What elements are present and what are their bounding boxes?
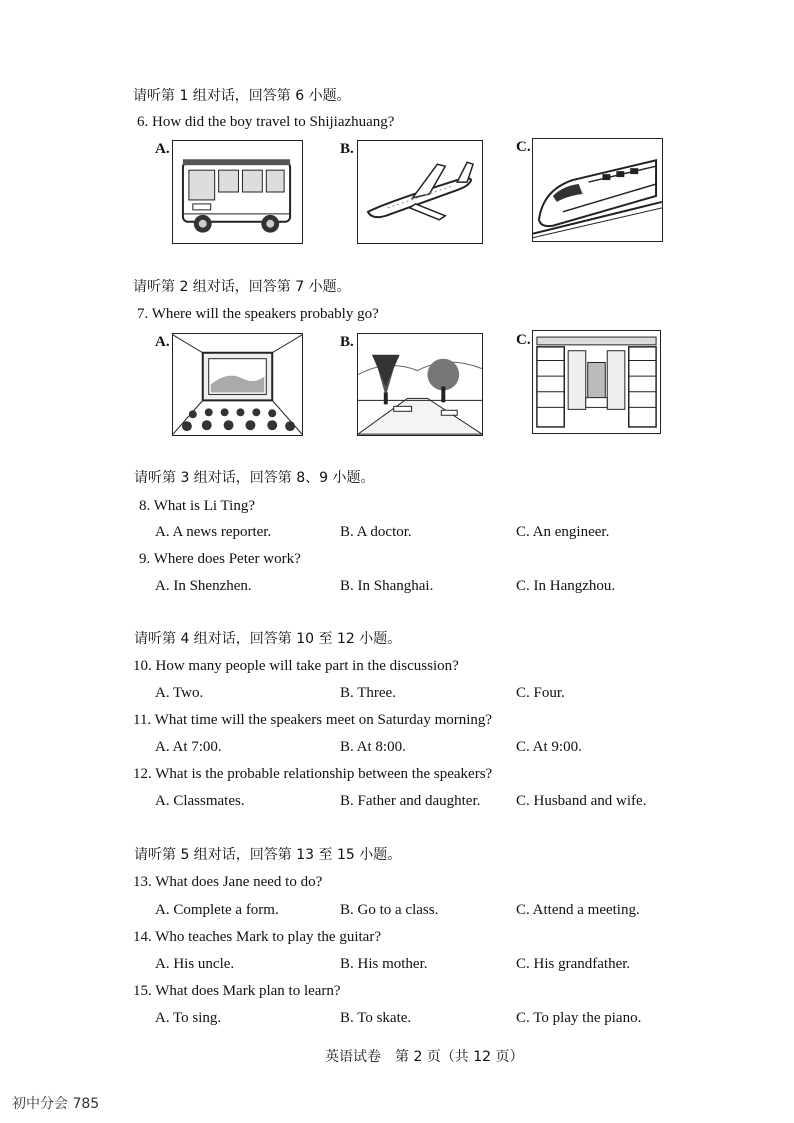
section-3-instruction: 请听第 3 组对话，回答第 8、9 小题。 <box>134 470 375 486</box>
question-6: 6. How did the boy travel to Shijiazhuang? <box>137 114 395 130</box>
question-15: 15. What does Mark plan to learn? <box>133 983 341 999</box>
question-14: 14. Who teaches Mark to play the guitar? <box>133 929 381 945</box>
question-13: 13. What does Jane need to do? <box>133 874 323 890</box>
option-12b[interactable]: B. Father and daughter. <box>340 793 481 809</box>
option-9b[interactable]: B. In Shanghai. <box>340 578 434 594</box>
option-9a[interactable]: A. In Shenzhen. <box>155 578 252 594</box>
option-10a[interactable]: A. Two. <box>155 685 204 701</box>
option-8a[interactable]: A. A news reporter. <box>155 524 272 540</box>
question-12: 12. What is the probable relationship between the speakers? <box>133 766 493 782</box>
option-10b[interactable]: B. Three. <box>340 685 396 701</box>
option-14c[interactable]: C. His grandfather. <box>516 956 631 972</box>
option-15c[interactable]: C. To play the piano. <box>516 1010 642 1026</box>
question-10: 10. How many people will take part in the discussion? <box>133 658 459 674</box>
question-11: 11. What time will the speakers meet on Saturday morning? <box>133 712 493 728</box>
option-8c[interactable]: C. An engineer. <box>516 524 610 540</box>
option-13a[interactable]: A. Complete a form. <box>155 902 279 918</box>
airplane-icon[interactable] <box>357 140 483 244</box>
option-7c-label: C. <box>516 332 531 348</box>
page-footer: 英语试卷 第 2 页（共 12 页） <box>325 1049 524 1065</box>
option-11b[interactable]: B. At 8:00. <box>340 739 406 755</box>
question-9: 9. Where does Peter work? <box>139 551 301 567</box>
option-15b[interactable]: B. To skate. <box>340 1010 412 1026</box>
bus-icon[interactable] <box>172 140 303 244</box>
option-15a[interactable]: A. To sing. <box>155 1010 222 1026</box>
option-13c[interactable]: C. Attend a meeting. <box>516 902 640 918</box>
section-2-instruction: 请听第 2 组对话，回答第 7 小题。 <box>133 279 351 295</box>
question-7: 7. Where will the speakers probably go? <box>137 306 379 322</box>
option-11c[interactable]: C. At 9:00. <box>516 739 582 755</box>
option-14b[interactable]: B. His mother. <box>340 956 428 972</box>
option-12c[interactable]: C. Husband and wife. <box>516 793 647 809</box>
option-8b[interactable]: B. A doctor. <box>340 524 412 540</box>
park-icon[interactable] <box>357 333 483 436</box>
option-11a[interactable]: A. At 7:00. <box>155 739 222 755</box>
high-speed-train-icon[interactable] <box>532 138 663 242</box>
option-13b[interactable]: B. Go to a class. <box>340 902 439 918</box>
option-7b-label: B. <box>340 334 354 350</box>
option-6a-label: A. <box>155 141 170 157</box>
option-14a[interactable]: A. His uncle. <box>155 956 235 972</box>
cinema-icon[interactable] <box>172 333 303 436</box>
option-9c[interactable]: C. In Hangzhou. <box>516 578 616 594</box>
option-7a-label: A. <box>155 334 170 350</box>
question-8: 8. What is Li Ting? <box>139 498 255 514</box>
option-10c[interactable]: C. Four. <box>516 685 565 701</box>
option-6b-label: B. <box>340 141 354 157</box>
option-12a[interactable]: A. Classmates. <box>155 793 245 809</box>
watermark: 初中分会 785 <box>12 1096 100 1112</box>
option-6c-label: C. <box>516 139 531 155</box>
library-icon[interactable] <box>532 330 661 434</box>
section-5-instruction: 请听第 5 组对话，回答第 13 至 15 小题。 <box>134 847 402 863</box>
section-1-instruction: 请听第 1 组对话，回答第 6 小题。 <box>133 88 351 104</box>
section-4-instruction: 请听第 4 组对话，回答第 10 至 12 小题。 <box>134 631 402 647</box>
